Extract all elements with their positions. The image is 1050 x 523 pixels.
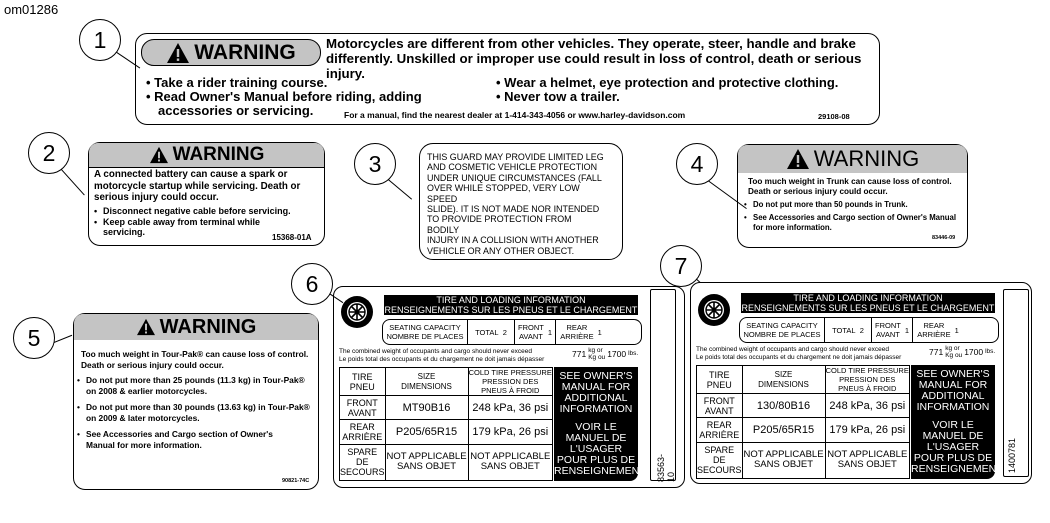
bullet-owners-manual: • Read Owner's Manual before riding, adding <box>146 89 422 104</box>
tire-icon <box>697 293 731 327</box>
bullet-owners-manual-cont: accessories or servicing. <box>158 103 314 118</box>
label-6-tire-loading <box>333 286 685 488</box>
bullet-see-manual: • See Accessories and Cargo section of Owner's Manual for more information. <box>77 429 286 451</box>
weight-limit-values: 771 kg or Kg ou 1700 lbs. <box>572 347 639 361</box>
front-tire-pressure: 248 kPa, 36 psi <box>468 396 553 420</box>
part-number: 83563-10 <box>656 453 676 482</box>
bullet-2008-limit: • Do not put more than 25 pounds (11.3 kg) in Tour-Pak® on 2008 & earlier motorcycles. <box>77 375 315 397</box>
signal-word: WARNING <box>813 146 920 171</box>
signal-word-panel <box>141 39 321 66</box>
bullet-tow-trailer: • Never tow a trailer. <box>496 89 620 104</box>
part-number: 1400781 <box>1007 437 1017 473</box>
front-tire-size: MT90B16 <box>385 396 468 420</box>
weight-limit-note: The combined weight of occupants and cargo should never exceed Le poids total des occupants et du chargement ne doit jamais dépasser <box>696 346 902 361</box>
warning-text: A connected battery can cause a spark or motorcycle startup while servicing. Death or serious injury could occur. <box>94 169 301 203</box>
callout-3: 3 <box>354 143 396 185</box>
guard-text-line-2: AND COSMETIC VEHICLE PROTECTION <box>427 162 598 174</box>
weight-limit-values: 771 kg or Kg ou 1700 lbs. <box>929 345 996 359</box>
tire-info-title: TIRE AND LOADING INFORMATION RENSEIGNEMENTS SUR LES PNEUS ET LE CHARGEMENT <box>384 295 638 315</box>
signal-word: WARNING <box>194 40 296 64</box>
callout-6: 6 <box>291 263 333 305</box>
callout-7: 7 <box>660 245 702 287</box>
guard-text-line-6: TO PROVIDE PROTECTION FROM BODILY <box>427 214 572 236</box>
bullet-see-manual: • See Accessories and Cargo section of Owner's Manual for more information. <box>744 213 964 233</box>
part-number: 29108-08 <box>818 112 850 121</box>
bullet-keep-away: • Keep cable away from terminal while servicing. <box>94 217 263 238</box>
rear-tire-size: P205/65R15 <box>385 420 468 444</box>
leader-line-3 <box>385 177 412 200</box>
front-tire-size: 130/80B16 <box>742 394 825 418</box>
callout-1: 1 <box>79 19 121 61</box>
seating-capacity-box: SEATING CAPACITY NOMBRE DE PLACES TOTAL 2 FRONT AVANT 1 REAR ARRIÈRE 1 <box>739 317 999 343</box>
bullet-2009-limit: • Do not put more than 30 pounds (13.63 kg) in Tour-Pak® on 2009 & later motorcycles. <box>77 402 315 424</box>
bullet-rider-course: • Take a rider training course. <box>146 75 328 90</box>
warning-text: Motorcycles are different from other vehicles. They operate, steer, handle and brake differently. Unskilled or improper use could result in loss of control, death or serious injury. <box>326 36 862 81</box>
warning-text: Too much weight in Trunk can cause loss of control. Death or serious injury could occur. <box>748 177 952 196</box>
label-5-warning-tour-pak <box>73 313 319 490</box>
guard-text-line-7: INJURY IN A COLLISION WITH ANOTHER <box>427 235 599 247</box>
see-manual-panel: SEE OWNER'S MANUAL FOR ADDITIONAL INFORMATION VOIR LE MANUEL DE L'USAGER POUR PLUS DE RENSEIGNEMENTS <box>554 367 638 481</box>
guard-text-line-1: THIS GUARD MAY PROVIDE LIMITED LEG <box>427 152 604 163</box>
label-2-warning-battery <box>88 142 325 246</box>
guard-text-line-4: OVER WHILE STOPPED, VERY LOW SPEED <box>427 183 580 205</box>
tire-icon <box>340 295 374 329</box>
rear-tire-size: P205/65R15 <box>742 418 825 442</box>
warning-triangle-icon <box>149 146 169 164</box>
rear-tire-pressure: 179 kPa, 26 psi <box>825 418 910 442</box>
bullet-disconnect: • Disconnect negative cable before servicing. <box>94 206 322 217</box>
guard-text-line-5: SLIDE). IT IS NOT MADE NOR INTENDED <box>427 204 600 216</box>
warning-triangle-icon <box>166 42 190 64</box>
label-7-tire-loading <box>690 282 1032 484</box>
bullet-weight-limit: • Do not put more than 50 pounds in Trunk. <box>744 200 964 210</box>
label-4-warning-trunk <box>737 144 968 248</box>
tire-pressure-table: TIRE PNEU SIZE DIMENSIONS COLD TIRE PRESSURE PRESSION DES PNEUS À FROID FRONT AVANT 130/80B16 248 kPa, 36 psi REAR ARRIÈRE P205/65R15 179 kPa, 26 psi SPARE DE SECOURS NOT APPLICABLE SANS OBJET NOT APPLICABLE SANS OBJET <box>696 365 910 479</box>
front-tire-pressure: 248 kPa, 36 psi <box>825 394 910 418</box>
signal-word: WARNING <box>159 315 257 338</box>
bullet-helmet: • Wear a helmet, eye protection and protective clothing. <box>496 75 839 90</box>
warning-text: Too much weight in Tour-Pak® can cause loss of control. Death or serious injury could occur. <box>81 349 309 370</box>
warning-triangle-icon <box>786 148 810 170</box>
callout-2: 2 <box>28 132 70 174</box>
seating-capacity-box: SEATING CAPACITY NOMBRE DE PLACES TOTAL 2 FRONT AVANT 1 REAR ARRIÈRE 1 <box>382 319 642 345</box>
rear-tire-pressure: 179 kPa, 26 psi <box>468 420 553 444</box>
tire-info-title: TIRE AND LOADING INFORMATION RENSEIGNEMENTS SUR LES PNEUS ET LE CHARGEMENT <box>741 293 995 313</box>
callout-5: 5 <box>13 317 55 359</box>
label-1-warning-motorcycle <box>135 33 880 125</box>
tire-pressure-table: TIRE PNEU SIZE DIMENSIONS COLD TIRE PRESSURE PRESSION DES PNEUS À FROID FRONT AVANT MT90B16 248 kPa, 36 psi REAR ARRIÈRE P205/65R15 179 kPa, 26 psi SPARE DE SECOURS NOT APPLICABLE SANS OBJET NOT APPLICABLE SANS OBJET <box>339 367 553 481</box>
guard-text-line-3: UNDER UNIQUE CIRCUMSTANCES (FALL <box>427 172 602 184</box>
warning-triangle-icon <box>136 318 156 336</box>
figure-id: om01286 <box>4 2 59 17</box>
signal-word: WARNING <box>172 144 265 165</box>
weight-limit-note: The combined weight of occupants and cargo should never exceed Le poids total des occupants et du chargement ne doit jamais dépasser <box>339 348 545 363</box>
manual-note: For a manual, find the nearest dealer at 1-414-343-4056 or www.harley-davidson.com <box>344 110 686 120</box>
part-number: 15368-01A <box>272 233 312 242</box>
see-manual-panel: SEE OWNER'S MANUAL FOR ADDITIONAL INFORMATION VOIR LE MANUEL DE L'USAGER POUR PLUS DE RENSEIGNEMENTS <box>911 365 995 479</box>
label-3-guard-notice <box>419 143 623 260</box>
part-number: 90821-74C <box>282 478 310 484</box>
barcode-strip <box>650 289 676 481</box>
callout-4: 4 <box>676 143 718 185</box>
guard-text-line-8: VEHICLE OR ANY OTHER OBJECT. <box>427 245 575 257</box>
part-number: 83446-09 <box>932 235 956 241</box>
